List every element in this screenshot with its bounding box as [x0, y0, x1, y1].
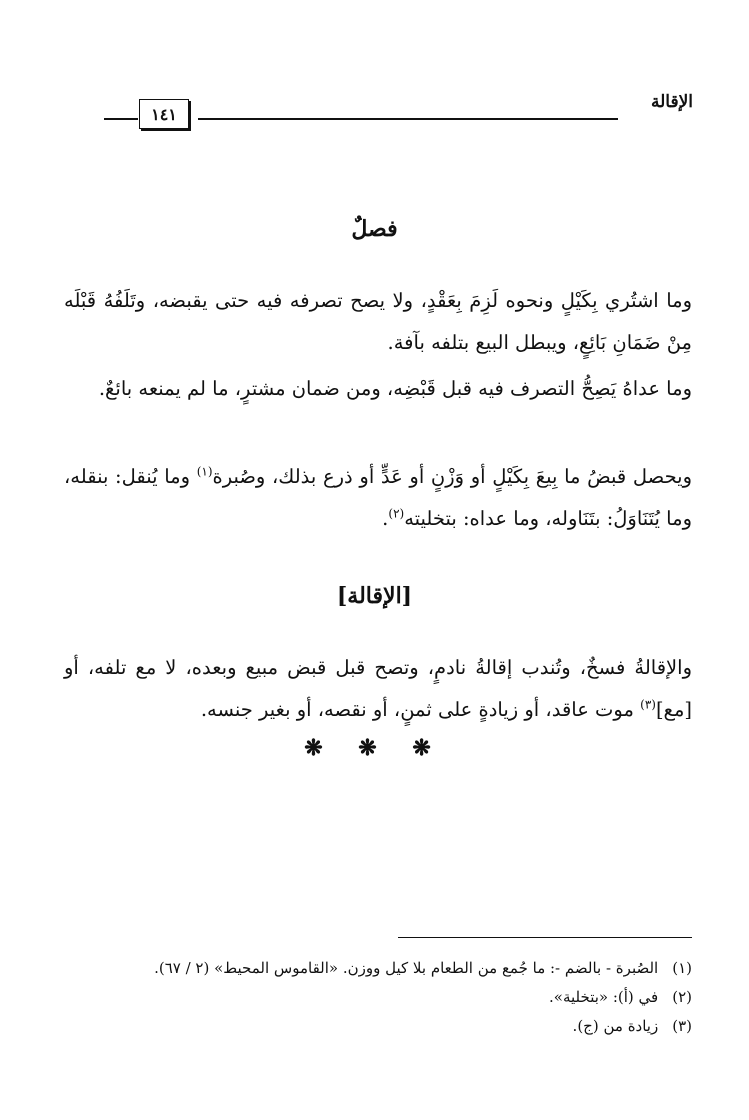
footnote-number: (٣) — [672, 1017, 692, 1035]
paragraph-4 — [64, 647, 692, 731]
paragraph-text: ويحصل قبضُ ما بِيعَ بِكَيْلٍ أو وَزْنٍ أو عَدٍّ أو ذرع بذلك، وصُبرة — [212, 465, 692, 488]
footnote-number: (١) — [672, 959, 692, 977]
section-separator: ❋ ❋ ❋ — [304, 735, 445, 761]
page-number: ١٤١ — [139, 99, 189, 129]
paragraph-text: . — [382, 507, 389, 530]
paragraph-text: وما عداهُ يَصِحُّ التصرف فيه قبل قَبْضِه، ومن ضمان مشترٍ، ما لم يمنعه بائعٌ. — [98, 377, 692, 400]
footnote-ref-1[interactable]: (١) — [196, 464, 213, 479]
header-rule-left — [104, 118, 138, 120]
section-heading-fasl: فصلٌ — [351, 216, 398, 242]
paragraph-text: والإقالةُ فسخٌ، وتُندب إقالةُ نادمٍ، وتصح قبل قبض مبيع وبعده، لا مع تلفه، أو [مع] — [64, 656, 692, 721]
footnotes — [64, 954, 692, 1041]
paragraph-text: وما يُنقل: بنقله، وما يُتَنَاوَلُ: بتَنَاوله، وما عداه: بتخليته — [64, 465, 692, 530]
paragraph-text: موت عاقد، أو زيادةٍ على ثمنٍ، أو نقصه، أو بغير جنسه. — [200, 698, 641, 721]
footnote-number: (٢) — [672, 988, 692, 1006]
section-heading-iqala: [الإقالة] — [336, 583, 413, 609]
paragraph-3 — [64, 456, 692, 540]
footnote-3 — [64, 1012, 692, 1041]
footnote-1 — [64, 954, 692, 983]
footnote-ref-2[interactable]: (٢) — [388, 506, 405, 521]
footnote-text: زيادة من (ج). — [572, 1017, 659, 1035]
running-title: الإقالة — [650, 92, 693, 112]
footnote-rule — [398, 937, 692, 938]
footnote-2 — [64, 983, 692, 1012]
footnote-text: في (أ): «بتخلية». — [549, 988, 659, 1006]
paragraph-text: وما اشتُري بِكَيْلٍ ونحوه لَزِمَ بِعَقْدٍ، ولا يصح تصرفه فيه حتى يقبضه، وتَلَفُهُ قَبْلَه مِنْ ضَمَانِ بَائِعٍ، ويبطل البيع بتلفه بآفة. — [64, 289, 692, 354]
header-rule-right — [198, 118, 618, 120]
paragraph-1 — [64, 280, 692, 364]
footnote-ref-3[interactable]: (٣) — [640, 697, 656, 712]
paragraph-2 — [64, 368, 692, 410]
footnote-text: الصُبرة - بالضم -: ما جُمع من الطعام بلا كيل ووزن. «القاموس المحيط» (٢ / ٦٧). — [154, 959, 659, 977]
